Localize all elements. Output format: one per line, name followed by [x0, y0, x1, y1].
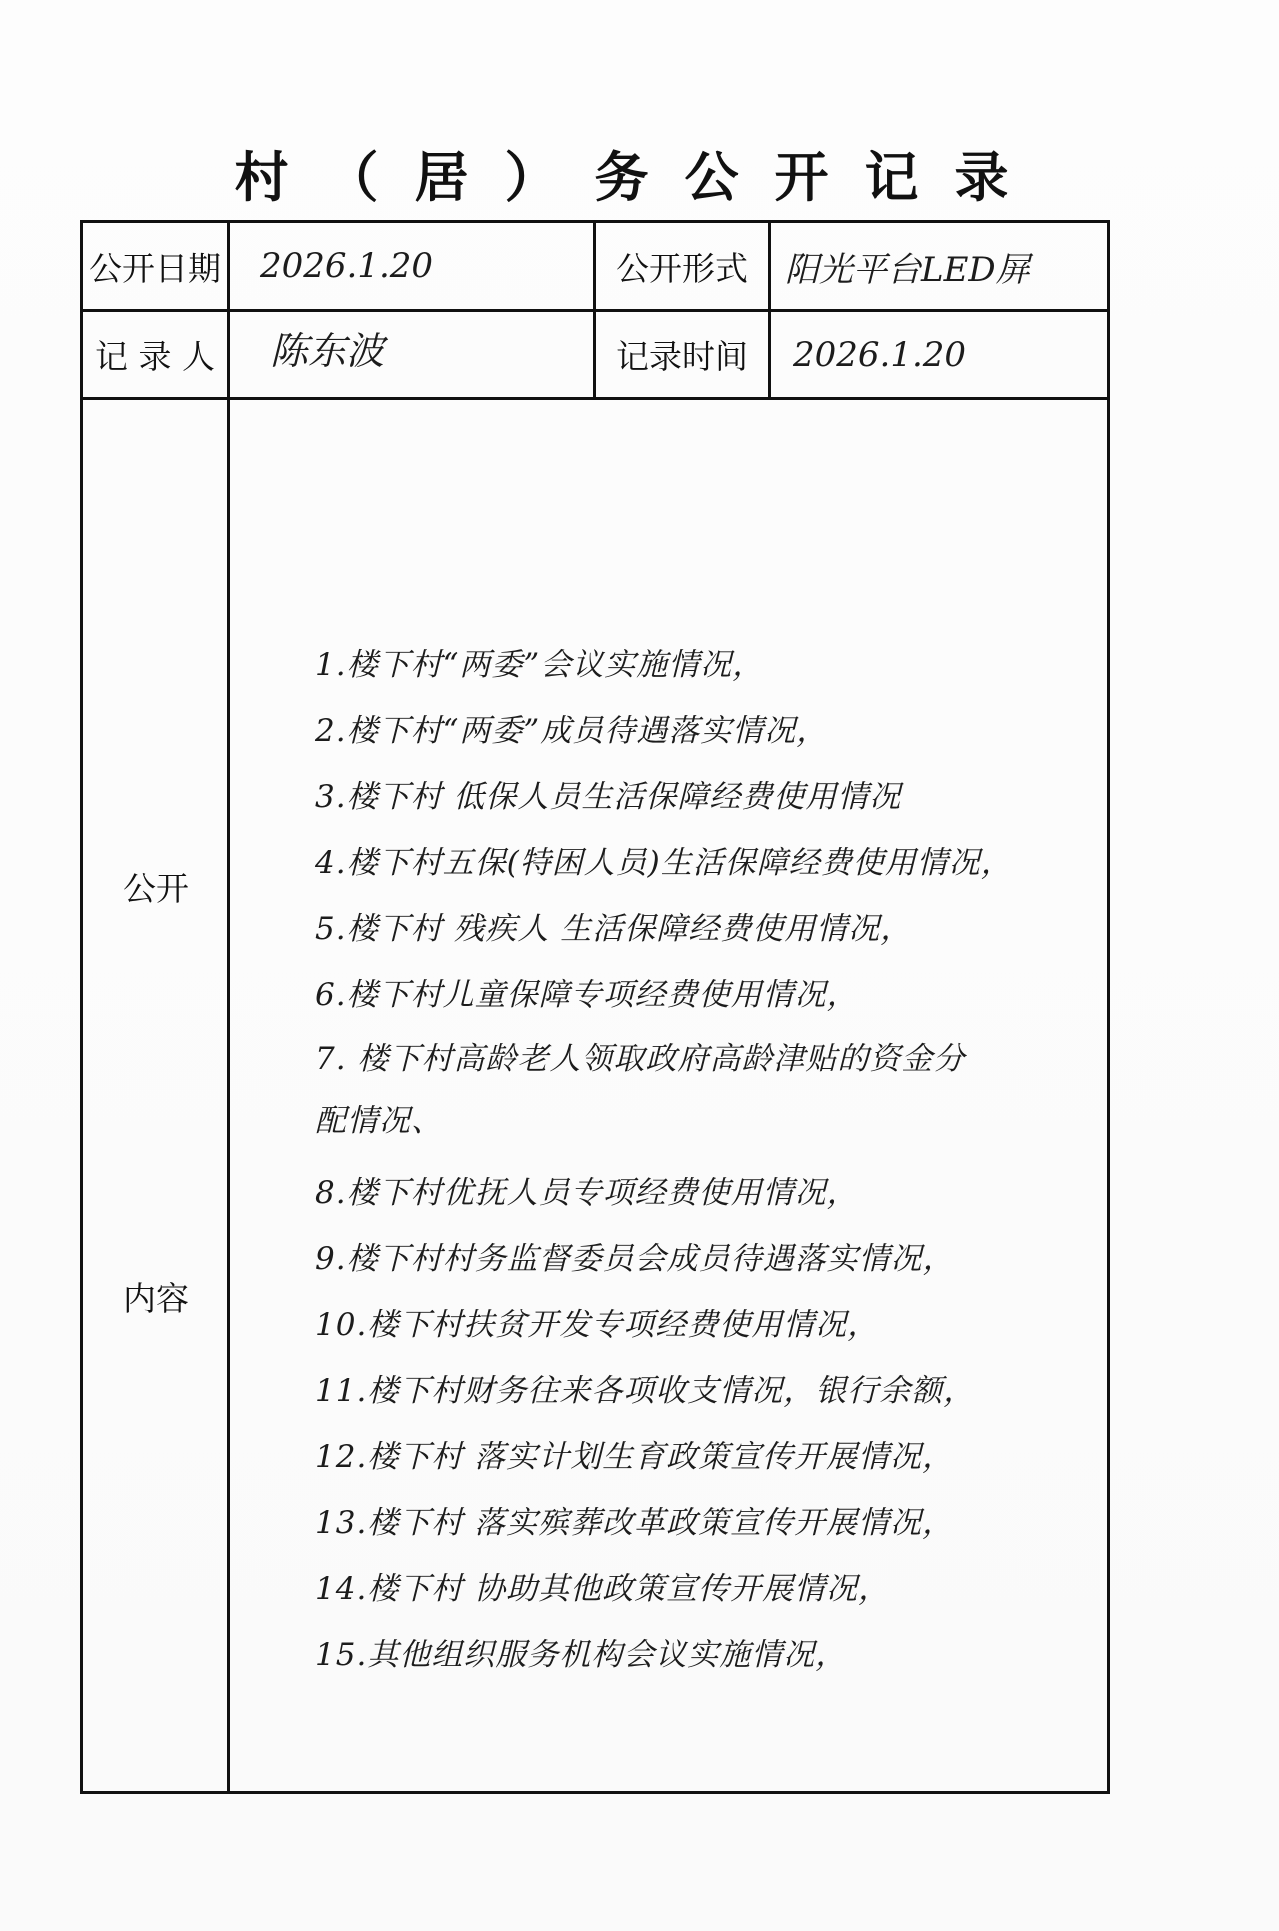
- list-item: 11.楼下村财务往来各项收支情况，银行余额，: [315, 1373, 976, 1409]
- recorder-label: 记 录 人: [95, 337, 215, 376]
- record-time-label: 记录时间: [616, 337, 748, 376]
- document-title: 村（居）务公开记录: [234, 145, 1045, 209]
- list-item: 15.其他组织服务机构会议实施情况，: [315, 1637, 848, 1673]
- content-label-bottom: 内容: [123, 1279, 189, 1318]
- list-item: 8.楼下村优抚人员专项经费使用情况，: [315, 1175, 859, 1211]
- publish-date-label: 公开日期: [89, 248, 221, 288]
- content-list: [315, 632, 1105, 1688]
- list-item: 10.楼下村扶贫开发专项经费使用情况，: [315, 1307, 880, 1343]
- recorder-value: 陈东波: [270, 329, 385, 373]
- list-item: 14.楼下村 协助其他政策宣传开展情况，: [315, 1571, 891, 1607]
- list-item: 13.楼下村 落实殡葬改革政策宣传开展情况，: [315, 1505, 955, 1541]
- list-item: 4.楼下村五保(特困人员)生活保障经费使用情况，: [315, 845, 1013, 881]
- list-item: 2.楼下村“两委”成员待遇落实情况，: [315, 713, 829, 749]
- list-item: 12.楼下村 落实计划生育政策宣传开展情况，: [315, 1439, 955, 1475]
- record-time-value: 2026.1.20: [793, 334, 967, 375]
- list-item: 1.楼下村“两委”会议实施情况，: [315, 647, 765, 683]
- list-item: 5.楼下村 残疾人 生活保障经费使用情况，: [315, 911, 913, 947]
- list-item: 9.楼下村村务监督委员会成员待遇落实情况，: [315, 1241, 955, 1277]
- list-item: 3.楼下村 低保人员生活保障经费使用情况: [315, 779, 902, 815]
- list-item: 6.楼下村儿童保障专项经费使用情况，: [315, 977, 859, 1013]
- list-item: 7. 楼下村高龄老人领取政府高龄津贴的资金分配情况、: [315, 1041, 966, 1139]
- table-divider: [227, 223, 230, 1791]
- publish-form-value: 阳光平台LED屏: [785, 249, 1030, 290]
- publish-date-value: 2026.1.20: [260, 246, 434, 286]
- content-label-top: 公开: [123, 869, 189, 908]
- publish-form-label: 公开形式: [616, 248, 748, 288]
